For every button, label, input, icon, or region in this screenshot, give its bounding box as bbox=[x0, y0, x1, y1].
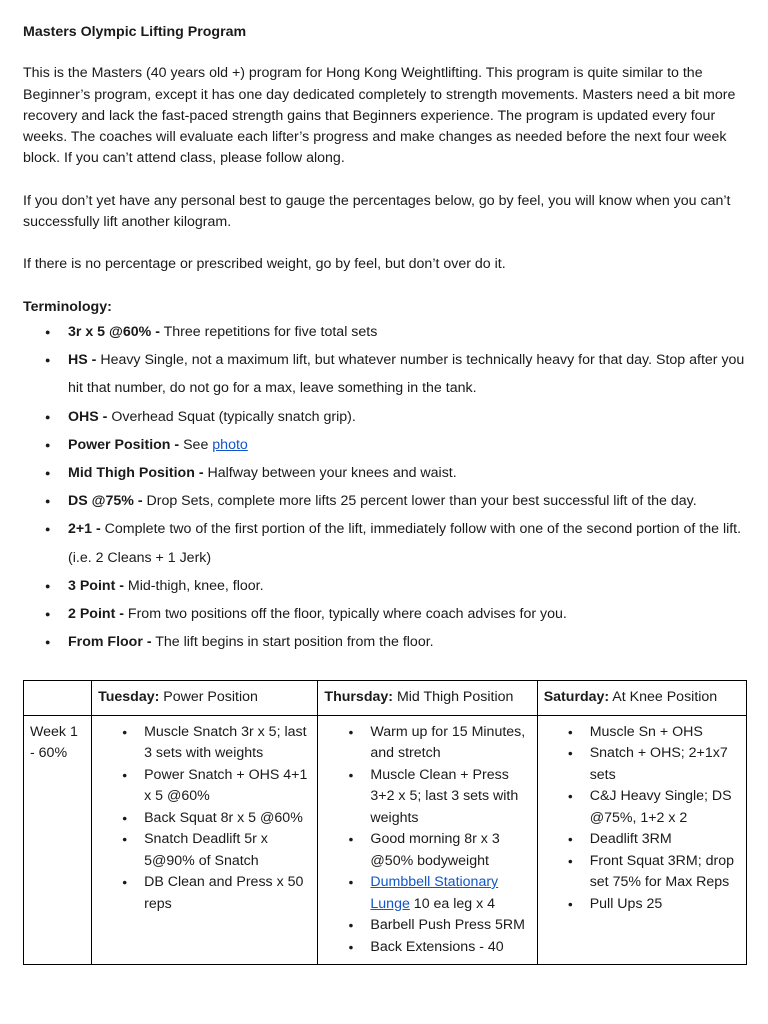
thursday-cell bbox=[318, 715, 537, 965]
term-definition: Three repetitions for five total sets bbox=[159, 323, 378, 340]
term-label: OHS - bbox=[68, 408, 108, 425]
exercise-item: ● Muscle Sn + OHS bbox=[590, 722, 740, 744]
day-focus: At Knee Position bbox=[609, 689, 718, 705]
term-item bbox=[68, 487, 747, 515]
term-definition: Drop Sets, complete more lifts 25 percent lower than your best successful lift of the day. bbox=[142, 493, 697, 510]
header-tuesday bbox=[92, 681, 318, 716]
exercise-list bbox=[544, 722, 740, 916]
term-label: DS @75% - bbox=[68, 493, 143, 510]
term-item bbox=[68, 403, 747, 431]
guidance-paragraph: If you don’t yet have any personal best to gauge the percentages below, go by feel, you will know when you can’t successfully lift another kilogram. bbox=[23, 192, 731, 231]
terminology-list bbox=[23, 318, 747, 656]
terminology-heading: Terminology: bbox=[23, 298, 112, 315]
exercise-item: ● Power Snatch + OHS 4+1 x 5 @60% bbox=[144, 765, 311, 808]
exercise-item bbox=[370, 872, 530, 915]
photo-link[interactable]: photo bbox=[212, 436, 248, 453]
term-item bbox=[68, 431, 747, 459]
term-definition: Complete two of the first portion of the lift, immediately follow with one of the second portion of the lift. (i.e. 2 Cleans + 1 Jerk) bbox=[68, 521, 742, 566]
intro-paragraph: This is the Masters (40 years old +) program for Hong Kong Weightlifting. This program is quite similar to the Beginner’s program, except it has one day dedicated completely to strength movements. Masters need a bit more recovery and lack the fast-paced strength gains that Beginners experience. The program is updated every four weeks. The coaches will evaluate each lifter’s progress and make changes as needed before the next four week block. If you can’t attend class, please follow along. bbox=[23, 65, 736, 167]
term-item bbox=[68, 515, 747, 571]
term-label: From Floor - bbox=[68, 634, 152, 651]
term-label: 3 Point - bbox=[68, 577, 124, 594]
term-label: HS - bbox=[68, 352, 97, 369]
tuesday-cell bbox=[92, 715, 318, 965]
exercise-item: ● Pull Ups 25 bbox=[590, 894, 740, 916]
schedule-table bbox=[23, 680, 747, 965]
day-label: Thursday: bbox=[324, 689, 393, 705]
week-label: Week 1 - 60% bbox=[24, 715, 92, 965]
exercise-detail: 10 ea leg x 4 bbox=[409, 895, 496, 912]
exercise-item: ● Front Squat 3RM; drop set 75% for Max Reps bbox=[590, 851, 740, 894]
header-empty-cell bbox=[24, 681, 92, 716]
exercise-item: ● Good morning 8r x 3 @50% bodyweight bbox=[370, 829, 530, 872]
term-label: 2+1 - bbox=[68, 521, 101, 538]
term-label: 2 Point - bbox=[68, 606, 124, 622]
term-definition: From two positions off the floor, typically where coach advises for you. bbox=[123, 606, 567, 622]
document-body bbox=[23, 22, 747, 656]
exercise-list bbox=[98, 722, 311, 916]
day-label: Saturday: bbox=[543, 689, 610, 705]
term-label: Power Position - bbox=[68, 436, 180, 453]
feel-paragraph: If there is no percentage or prescribed weight, go by feel, but don’t over do it. bbox=[23, 256, 506, 273]
term-label: Mid Thigh Position - bbox=[68, 464, 204, 481]
term-definition: Mid-thigh, knee, floor. bbox=[123, 577, 264, 594]
exercise-item: ● Back Extensions - 40 bbox=[370, 937, 530, 959]
exercise-list bbox=[324, 722, 530, 959]
day-focus: Mid Thigh Position bbox=[393, 689, 514, 705]
exercise-item: ● Muscle Clean + Press 3+2 x 5; last 3 sets with weights bbox=[370, 765, 530, 830]
document-title: Masters Olympic Lifting Program bbox=[23, 24, 247, 40]
term-item bbox=[68, 318, 747, 346]
exercise-item: ● Warm up for 15 Minutes, and stretch bbox=[370, 722, 530, 765]
term-item bbox=[68, 600, 747, 628]
header-saturday bbox=[537, 681, 746, 716]
term-definition: Halfway between your knees and waist. bbox=[203, 464, 457, 481]
term-definition: Overhead Squat (typically snatch grip). bbox=[107, 408, 356, 425]
exercise-item: ● DB Clean and Press x 50 reps bbox=[144, 872, 311, 915]
lunge-link[interactable]: Dumbbell Stationary Lunge bbox=[370, 874, 499, 912]
saturday-cell bbox=[537, 715, 746, 965]
term-item bbox=[68, 628, 747, 656]
header-thursday bbox=[318, 681, 537, 716]
exercise-item: ● Back Squat 8r x 5 @60% bbox=[144, 808, 311, 830]
schedule-header-row bbox=[24, 681, 747, 716]
exercise-item: ● Muscle Snatch 3r x 5; last 3 sets with weights bbox=[144, 722, 311, 765]
exercise-item: ● Deadlift 3RM bbox=[590, 829, 740, 851]
term-item bbox=[68, 459, 747, 487]
table-row bbox=[24, 715, 747, 965]
exercise-item: ● C&J Heavy Single; DS @75%, 1+2 x 2 bbox=[590, 786, 740, 829]
exercise-item: ● Snatch Deadlift 5r x 5@90% of Snatch bbox=[144, 829, 311, 872]
term-item bbox=[68, 572, 747, 600]
term-definition: The lift begins in start position from the floor. bbox=[151, 634, 434, 651]
day-label: Tuesday: bbox=[98, 689, 160, 705]
term-definition: See bbox=[179, 436, 213, 453]
term-definition: Heavy Single, not a maximum lift, but whatever number is technically heavy for that day. Stop after you hit that number, do not go for a max, leave something in the tank. bbox=[68, 352, 745, 397]
exercise-item: ● Snatch + OHS; 2+1x7 sets bbox=[590, 743, 740, 786]
term-item bbox=[68, 346, 747, 402]
exercise-item: ● Barbell Push Press 5RM bbox=[370, 915, 530, 937]
term-label: 3r x 5 @60% - bbox=[68, 323, 160, 340]
day-focus: Power Position bbox=[159, 689, 258, 705]
